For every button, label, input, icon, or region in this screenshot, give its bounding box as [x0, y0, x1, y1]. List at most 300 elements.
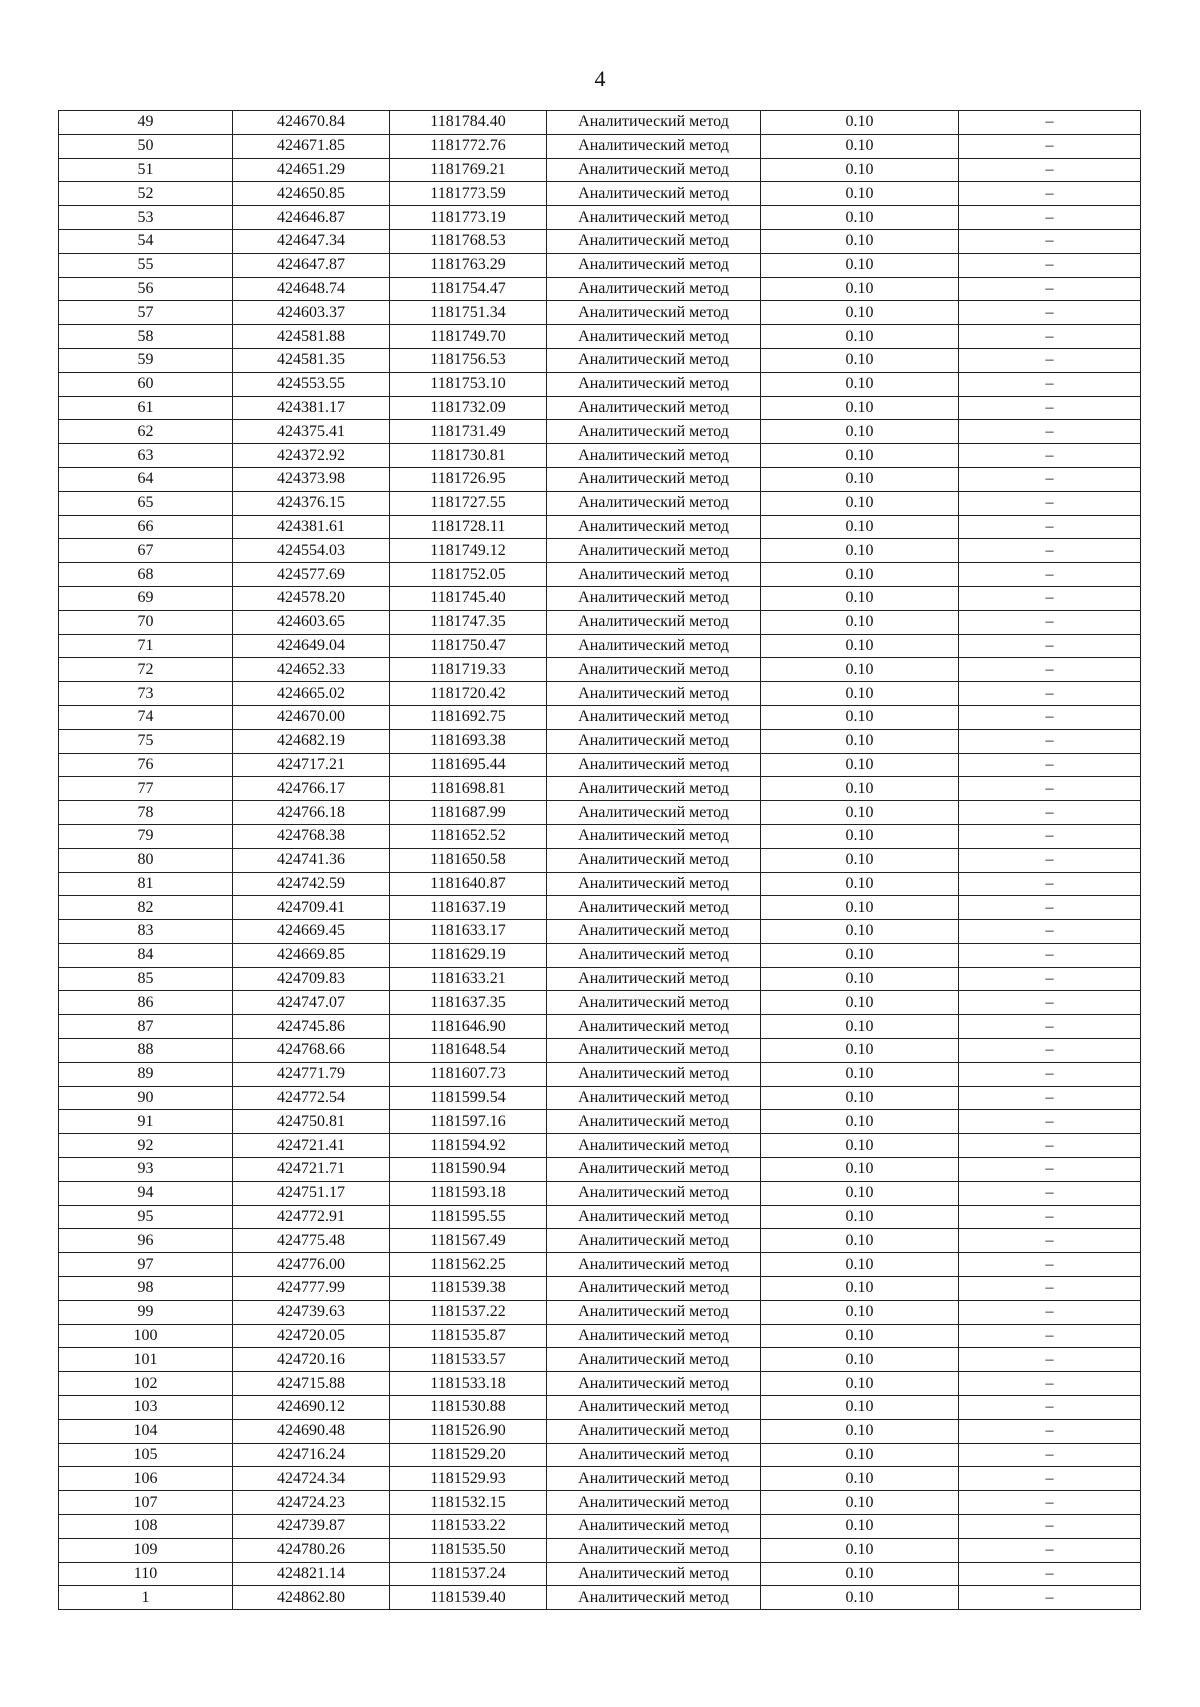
- note-cell: –: [959, 444, 1141, 468]
- note-cell: –: [959, 467, 1141, 491]
- note-cell: –: [959, 325, 1141, 349]
- point-number-cell: 100: [59, 1324, 233, 1348]
- x-coordinate-cell: 424724.23: [233, 1491, 390, 1515]
- y-coordinate-cell: 1181763.29: [390, 253, 547, 277]
- table-row: [59, 515, 1141, 539]
- point-number-cell: 50: [59, 134, 233, 158]
- y-coordinate-cell: 1181594.92: [390, 1134, 547, 1158]
- table-row: [59, 372, 1141, 396]
- note-cell: –: [959, 896, 1141, 920]
- x-coordinate-cell: 424772.54: [233, 1086, 390, 1110]
- y-coordinate-cell: 1181773.19: [390, 206, 547, 230]
- table-row: [59, 1419, 1141, 1443]
- note-cell: –: [959, 1277, 1141, 1301]
- point-number-cell: 93: [59, 1158, 233, 1182]
- x-coordinate-cell: 424603.37: [233, 301, 390, 325]
- x-coordinate-cell: 424745.86: [233, 1015, 390, 1039]
- method-cell: Аналитический метод: [547, 586, 761, 610]
- y-coordinate-cell: 1181637.19: [390, 896, 547, 920]
- note-cell: –: [959, 610, 1141, 634]
- note-cell: –: [959, 1348, 1141, 1372]
- point-number-cell: 75: [59, 729, 233, 753]
- y-coordinate-cell: 1181533.22: [390, 1515, 547, 1539]
- accuracy-cell: 0.10: [761, 1443, 959, 1467]
- accuracy-cell: 0.10: [761, 1253, 959, 1277]
- x-coordinate-cell: 424771.79: [233, 1062, 390, 1086]
- y-coordinate-cell: 1181526.90: [390, 1419, 547, 1443]
- table-row: [59, 610, 1141, 634]
- accuracy-cell: 0.10: [761, 1324, 959, 1348]
- y-coordinate-cell: 1181646.90: [390, 1015, 547, 1039]
- method-cell: Аналитический метод: [547, 1443, 761, 1467]
- note-cell: –: [959, 1086, 1141, 1110]
- note-cell: –: [959, 158, 1141, 182]
- accuracy-cell: 0.10: [761, 1515, 959, 1539]
- accuracy-cell: 0.10: [761, 182, 959, 206]
- table-row: [59, 729, 1141, 753]
- method-cell: Аналитический метод: [547, 896, 761, 920]
- accuracy-cell: 0.10: [761, 515, 959, 539]
- y-coordinate-cell: 1181593.18: [390, 1181, 547, 1205]
- x-coordinate-cell: 424577.69: [233, 563, 390, 587]
- point-number-cell: 110: [59, 1562, 233, 1586]
- accuracy-cell: 0.10: [761, 396, 959, 420]
- y-coordinate-cell: 1181537.24: [390, 1562, 547, 1586]
- y-coordinate-cell: 1181720.42: [390, 682, 547, 706]
- y-coordinate-cell: 1181595.55: [390, 1205, 547, 1229]
- method-cell: Аналитический метод: [547, 515, 761, 539]
- x-coordinate-cell: 424777.99: [233, 1277, 390, 1301]
- point-number-cell: 85: [59, 967, 233, 991]
- accuracy-cell: 0.10: [761, 991, 959, 1015]
- x-coordinate-cell: 424669.45: [233, 920, 390, 944]
- accuracy-cell: 0.10: [761, 206, 959, 230]
- table-row: [59, 824, 1141, 848]
- note-cell: –: [959, 967, 1141, 991]
- y-coordinate-cell: 1181687.99: [390, 801, 547, 825]
- method-cell: Аналитический метод: [547, 1229, 761, 1253]
- method-cell: Аналитический метод: [547, 396, 761, 420]
- table-row: [59, 1110, 1141, 1134]
- y-coordinate-cell: 1181648.54: [390, 1039, 547, 1063]
- method-cell: Аналитический метод: [547, 158, 761, 182]
- note-cell: –: [959, 372, 1141, 396]
- table-row: [59, 872, 1141, 896]
- note-cell: –: [959, 1062, 1141, 1086]
- y-coordinate-cell: 1181756.53: [390, 348, 547, 372]
- y-coordinate-cell: 1181633.17: [390, 920, 547, 944]
- table-row: [59, 1086, 1141, 1110]
- method-cell: Аналитический метод: [547, 658, 761, 682]
- y-coordinate-cell: 1181539.40: [390, 1586, 547, 1610]
- table-row: [59, 111, 1141, 135]
- accuracy-cell: 0.10: [761, 1134, 959, 1158]
- x-coordinate-cell: 424766.18: [233, 801, 390, 825]
- y-coordinate-cell: 1181719.33: [390, 658, 547, 682]
- y-coordinate-cell: 1181728.11: [390, 515, 547, 539]
- x-coordinate-cell: 424647.87: [233, 253, 390, 277]
- point-number-cell: 67: [59, 539, 233, 563]
- point-number-cell: 68: [59, 563, 233, 587]
- y-coordinate-cell: 1181747.35: [390, 610, 547, 634]
- y-coordinate-cell: 1181590.94: [390, 1158, 547, 1182]
- note-cell: –: [959, 1134, 1141, 1158]
- y-coordinate-cell: 1181532.15: [390, 1491, 547, 1515]
- note-cell: –: [959, 777, 1141, 801]
- note-cell: –: [959, 1372, 1141, 1396]
- x-coordinate-cell: 424646.87: [233, 206, 390, 230]
- point-number-cell: 97: [59, 1253, 233, 1277]
- y-coordinate-cell: 1181533.18: [390, 1372, 547, 1396]
- accuracy-cell: 0.10: [761, 1562, 959, 1586]
- accuracy-cell: 0.10: [761, 824, 959, 848]
- x-coordinate-cell: 424709.41: [233, 896, 390, 920]
- accuracy-cell: 0.10: [761, 777, 959, 801]
- y-coordinate-cell: 1181754.47: [390, 277, 547, 301]
- method-cell: Аналитический метод: [547, 967, 761, 991]
- table-row: [59, 348, 1141, 372]
- point-number-cell: 57: [59, 301, 233, 325]
- method-cell: Аналитический метод: [547, 753, 761, 777]
- method-cell: Аналитический метод: [547, 301, 761, 325]
- y-coordinate-cell: 1181726.95: [390, 467, 547, 491]
- table-row: [59, 1467, 1141, 1491]
- x-coordinate-cell: 424373.98: [233, 467, 390, 491]
- point-number-cell: 103: [59, 1396, 233, 1420]
- accuracy-cell: 0.10: [761, 920, 959, 944]
- note-cell: –: [959, 705, 1141, 729]
- method-cell: Аналитический метод: [547, 1562, 761, 1586]
- note-cell: –: [959, 1015, 1141, 1039]
- method-cell: Аналитический метод: [547, 777, 761, 801]
- method-cell: Аналитический метод: [547, 1538, 761, 1562]
- point-number-cell: 105: [59, 1443, 233, 1467]
- point-number-cell: 86: [59, 991, 233, 1015]
- method-cell: Аналитический метод: [547, 943, 761, 967]
- method-cell: Аналитический метод: [547, 348, 761, 372]
- note-cell: –: [959, 134, 1141, 158]
- x-coordinate-cell: 424651.29: [233, 158, 390, 182]
- table-row: [59, 229, 1141, 253]
- x-coordinate-cell: 424768.38: [233, 824, 390, 848]
- note-cell: –: [959, 253, 1141, 277]
- point-number-cell: 79: [59, 824, 233, 848]
- x-coordinate-cell: 424381.17: [233, 396, 390, 420]
- method-cell: Аналитический метод: [547, 111, 761, 135]
- note-cell: –: [959, 824, 1141, 848]
- point-number-cell: 56: [59, 277, 233, 301]
- y-coordinate-cell: 1181597.16: [390, 1110, 547, 1134]
- point-number-cell: 65: [59, 491, 233, 515]
- point-number-cell: 66: [59, 515, 233, 539]
- point-number-cell: 96: [59, 1229, 233, 1253]
- point-number-cell: 91: [59, 1110, 233, 1134]
- method-cell: Аналитический метод: [547, 1324, 761, 1348]
- note-cell: –: [959, 539, 1141, 563]
- table-row: [59, 1348, 1141, 1372]
- y-coordinate-cell: 1181633.21: [390, 967, 547, 991]
- point-number-cell: 64: [59, 467, 233, 491]
- x-coordinate-cell: 424581.88: [233, 325, 390, 349]
- note-cell: –: [959, 420, 1141, 444]
- x-coordinate-cell: 424690.48: [233, 1419, 390, 1443]
- table-row: [59, 206, 1141, 230]
- table-row: [59, 1015, 1141, 1039]
- accuracy-cell: 0.10: [761, 277, 959, 301]
- accuracy-cell: 0.10: [761, 1277, 959, 1301]
- x-coordinate-cell: 424775.48: [233, 1229, 390, 1253]
- x-coordinate-cell: 424578.20: [233, 586, 390, 610]
- x-coordinate-cell: 424375.41: [233, 420, 390, 444]
- accuracy-cell: 0.10: [761, 563, 959, 587]
- method-cell: Аналитический метод: [547, 1134, 761, 1158]
- table-row: [59, 539, 1141, 563]
- point-number-cell: 99: [59, 1300, 233, 1324]
- table-row: [59, 1372, 1141, 1396]
- method-cell: Аналитический метод: [547, 1158, 761, 1182]
- table-row: [59, 967, 1141, 991]
- x-coordinate-cell: 424768.66: [233, 1039, 390, 1063]
- method-cell: Аналитический метод: [547, 134, 761, 158]
- accuracy-cell: 0.10: [761, 729, 959, 753]
- accuracy-cell: 0.10: [761, 539, 959, 563]
- table-row: [59, 1538, 1141, 1562]
- accuracy-cell: 0.10: [761, 1467, 959, 1491]
- method-cell: Аналитический метод: [547, 920, 761, 944]
- accuracy-cell: 0.10: [761, 705, 959, 729]
- y-coordinate-cell: 1181533.57: [390, 1348, 547, 1372]
- table-row: [59, 848, 1141, 872]
- note-cell: –: [959, 277, 1141, 301]
- table-row: [59, 1277, 1141, 1301]
- table-row: [59, 1134, 1141, 1158]
- table-row: [59, 1039, 1141, 1063]
- table-row: [59, 586, 1141, 610]
- point-number-cell: 92: [59, 1134, 233, 1158]
- point-number-cell: 69: [59, 586, 233, 610]
- note-cell: –: [959, 1443, 1141, 1467]
- accuracy-cell: 0.10: [761, 1229, 959, 1253]
- table-row: [59, 991, 1141, 1015]
- point-number-cell: 59: [59, 348, 233, 372]
- accuracy-cell: 0.10: [761, 1348, 959, 1372]
- y-coordinate-cell: 1181751.34: [390, 301, 547, 325]
- note-cell: –: [959, 396, 1141, 420]
- method-cell: Аналитический метод: [547, 467, 761, 491]
- y-coordinate-cell: 1181629.19: [390, 943, 547, 967]
- table-row: [59, 491, 1141, 515]
- method-cell: Аналитический метод: [547, 682, 761, 706]
- table-row: [59, 1515, 1141, 1539]
- method-cell: Аналитический метод: [547, 1300, 761, 1324]
- method-cell: Аналитический метод: [547, 1419, 761, 1443]
- method-cell: Аналитический метод: [547, 1348, 761, 1372]
- x-coordinate-cell: 424766.17: [233, 777, 390, 801]
- note-cell: –: [959, 491, 1141, 515]
- y-coordinate-cell: 1181637.35: [390, 991, 547, 1015]
- accuracy-cell: 0.10: [761, 753, 959, 777]
- note-cell: –: [959, 1110, 1141, 1134]
- accuracy-cell: 0.10: [761, 1062, 959, 1086]
- point-number-cell: 82: [59, 896, 233, 920]
- table-row: [59, 1062, 1141, 1086]
- point-number-cell: 98: [59, 1277, 233, 1301]
- note-cell: –: [959, 1491, 1141, 1515]
- y-coordinate-cell: 1181562.25: [390, 1253, 547, 1277]
- page-number: 4: [594, 66, 606, 91]
- note-cell: –: [959, 515, 1141, 539]
- table-row: [59, 325, 1141, 349]
- accuracy-cell: 0.10: [761, 301, 959, 325]
- y-coordinate-cell: 1181745.40: [390, 586, 547, 610]
- point-number-cell: 77: [59, 777, 233, 801]
- x-coordinate-cell: 424669.85: [233, 943, 390, 967]
- note-cell: –: [959, 1324, 1141, 1348]
- accuracy-cell: 0.10: [761, 872, 959, 896]
- x-coordinate-cell: 424648.74: [233, 277, 390, 301]
- x-coordinate-cell: 424750.81: [233, 1110, 390, 1134]
- table-row: [59, 801, 1141, 825]
- x-coordinate-cell: 424716.24: [233, 1443, 390, 1467]
- note-cell: –: [959, 658, 1141, 682]
- method-cell: Аналитический метод: [547, 1515, 761, 1539]
- point-number-cell: 89: [59, 1062, 233, 1086]
- x-coordinate-cell: 424742.59: [233, 872, 390, 896]
- x-coordinate-cell: 424747.07: [233, 991, 390, 1015]
- point-number-cell: 63: [59, 444, 233, 468]
- x-coordinate-cell: 424650.85: [233, 182, 390, 206]
- y-coordinate-cell: 1181530.88: [390, 1396, 547, 1420]
- y-coordinate-cell: 1181567.49: [390, 1229, 547, 1253]
- point-number-cell: 74: [59, 705, 233, 729]
- accuracy-cell: 0.10: [761, 1086, 959, 1110]
- method-cell: Аналитический метод: [547, 277, 761, 301]
- x-coordinate-cell: 424603.65: [233, 610, 390, 634]
- accuracy-cell: 0.10: [761, 467, 959, 491]
- method-cell: Аналитический метод: [547, 491, 761, 515]
- note-cell: –: [959, 563, 1141, 587]
- x-coordinate-cell: 424776.00: [233, 1253, 390, 1277]
- table-row: [59, 563, 1141, 587]
- accuracy-cell: 0.10: [761, 134, 959, 158]
- method-cell: Аналитический метод: [547, 206, 761, 230]
- accuracy-cell: 0.10: [761, 1491, 959, 1515]
- accuracy-cell: 0.10: [761, 682, 959, 706]
- note-cell: –: [959, 111, 1141, 135]
- x-coordinate-cell: 424739.63: [233, 1300, 390, 1324]
- y-coordinate-cell: 1181640.87: [390, 872, 547, 896]
- point-number-cell: 1: [59, 1586, 233, 1610]
- method-cell: Аналитический метод: [547, 420, 761, 444]
- table-row: [59, 1205, 1141, 1229]
- x-coordinate-cell: 424772.91: [233, 1205, 390, 1229]
- accuracy-cell: 0.10: [761, 848, 959, 872]
- accuracy-cell: 0.10: [761, 1158, 959, 1182]
- method-cell: Аналитический метод: [547, 539, 761, 563]
- y-coordinate-cell: 1181732.09: [390, 396, 547, 420]
- method-cell: Аналитический метод: [547, 444, 761, 468]
- note-cell: –: [959, 1181, 1141, 1205]
- accuracy-cell: 0.10: [761, 1300, 959, 1324]
- note-cell: –: [959, 801, 1141, 825]
- x-coordinate-cell: 424724.34: [233, 1467, 390, 1491]
- point-number-cell: 107: [59, 1491, 233, 1515]
- point-number-cell: 84: [59, 943, 233, 967]
- x-coordinate-cell: 424665.02: [233, 682, 390, 706]
- table-row: [59, 1586, 1141, 1610]
- x-coordinate-cell: 424709.83: [233, 967, 390, 991]
- point-number-cell: 52: [59, 182, 233, 206]
- point-number-cell: 81: [59, 872, 233, 896]
- point-number-cell: 49: [59, 111, 233, 135]
- method-cell: Аналитический метод: [547, 610, 761, 634]
- y-coordinate-cell: 1181693.38: [390, 729, 547, 753]
- accuracy-cell: 0.10: [761, 325, 959, 349]
- accuracy-cell: 0.10: [761, 801, 959, 825]
- y-coordinate-cell: 1181535.50: [390, 1538, 547, 1562]
- x-coordinate-cell: 424720.05: [233, 1324, 390, 1348]
- point-number-cell: 60: [59, 372, 233, 396]
- method-cell: Аналитический метод: [547, 801, 761, 825]
- note-cell: –: [959, 1229, 1141, 1253]
- method-cell: Аналитический метод: [547, 563, 761, 587]
- y-coordinate-cell: 1181607.73: [390, 1062, 547, 1086]
- coordinates-table: [58, 110, 1141, 1610]
- x-coordinate-cell: 424751.17: [233, 1181, 390, 1205]
- x-coordinate-cell: 424376.15: [233, 491, 390, 515]
- method-cell: Аналитический метод: [547, 1467, 761, 1491]
- note-cell: –: [959, 1515, 1141, 1539]
- table-row: [59, 1491, 1141, 1515]
- method-cell: Аналитический метод: [547, 848, 761, 872]
- method-cell: Аналитический метод: [547, 1015, 761, 1039]
- x-coordinate-cell: 424780.26: [233, 1538, 390, 1562]
- table-row: [59, 1300, 1141, 1324]
- point-number-cell: 87: [59, 1015, 233, 1039]
- x-coordinate-cell: 424671.85: [233, 134, 390, 158]
- table-row: [59, 253, 1141, 277]
- point-number-cell: 95: [59, 1205, 233, 1229]
- y-coordinate-cell: 1181784.40: [390, 111, 547, 135]
- point-number-cell: 71: [59, 634, 233, 658]
- x-coordinate-cell: 424670.84: [233, 111, 390, 135]
- method-cell: Аналитический метод: [547, 824, 761, 848]
- method-cell: Аналитический метод: [547, 1253, 761, 1277]
- y-coordinate-cell: 1181529.20: [390, 1443, 547, 1467]
- note-cell: –: [959, 991, 1141, 1015]
- method-cell: Аналитический метод: [547, 1205, 761, 1229]
- point-number-cell: 94: [59, 1181, 233, 1205]
- point-number-cell: 90: [59, 1086, 233, 1110]
- accuracy-cell: 0.10: [761, 943, 959, 967]
- point-number-cell: 58: [59, 325, 233, 349]
- note-cell: –: [959, 1467, 1141, 1491]
- method-cell: Аналитический метод: [547, 253, 761, 277]
- accuracy-cell: 0.10: [761, 610, 959, 634]
- note-cell: –: [959, 729, 1141, 753]
- table-row: [59, 444, 1141, 468]
- accuracy-cell: 0.10: [761, 1586, 959, 1610]
- note-cell: –: [959, 872, 1141, 896]
- accuracy-cell: 0.10: [761, 444, 959, 468]
- method-cell: Аналитический метод: [547, 1181, 761, 1205]
- method-cell: Аналитический метод: [547, 991, 761, 1015]
- table-row: [59, 705, 1141, 729]
- x-coordinate-cell: 424862.80: [233, 1586, 390, 1610]
- accuracy-cell: 0.10: [761, 1538, 959, 1562]
- note-cell: –: [959, 1039, 1141, 1063]
- note-cell: –: [959, 1538, 1141, 1562]
